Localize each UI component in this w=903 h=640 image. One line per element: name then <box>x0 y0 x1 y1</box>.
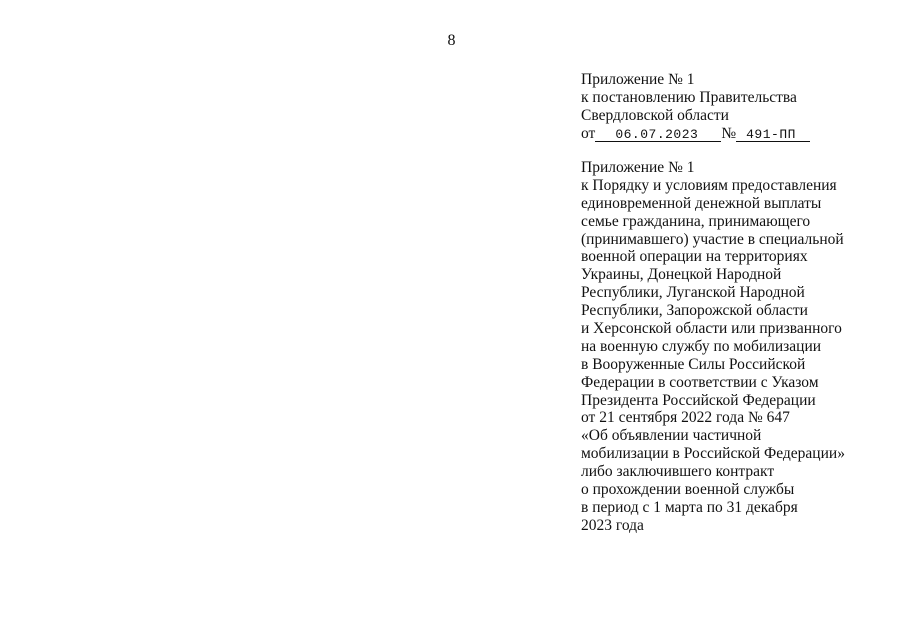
sub-line: мобилизации в Российской Федерации» <box>581 445 845 463</box>
date-field: 06.07.2023 <box>595 127 721 142</box>
sub-line: либо заключившего контракт <box>581 463 775 481</box>
sub-line: в период с 1 марта по 31 декабря <box>581 498 798 516</box>
sub-line: Федерации в соответствии с Указом <box>581 373 819 391</box>
sub-line: 2023 года <box>581 516 644 534</box>
sub-line: к Порядку и условиям предоставления <box>581 176 837 194</box>
sub-line: от 21 сентября 2022 года № 647 <box>581 409 790 427</box>
sub-line: семье гражданина, принимающего <box>581 212 811 230</box>
sub-line: в Вооруженные Силы Российской <box>581 355 806 373</box>
sub-line: Президента Российской Федерации <box>581 391 816 409</box>
appendix-reference-line: к постановлению Правительства <box>581 88 797 106</box>
sub-line: Украины, Донецкой Народной <box>581 266 782 284</box>
number-field: 491-ПП <box>736 127 810 142</box>
sub-line: (принимавшего) участие в специальной <box>581 230 844 248</box>
appendix-region-line: Свердловской области <box>581 106 729 124</box>
appendix-main-header <box>581 71 881 143</box>
page-number: 8 <box>447 32 456 49</box>
sub-line: Республики, Луганской Народной <box>581 284 805 302</box>
appendix-date-number-line <box>581 125 881 143</box>
sub-line: Республики, Запорожской области <box>581 302 808 320</box>
from-label: от <box>581 124 596 142</box>
sub-line: военной операции на территориях <box>581 248 808 266</box>
appendix-title: Приложение № 1 <box>581 71 695 88</box>
sub-line: о прохождении военной службы <box>581 481 795 499</box>
sub-line: Приложение № 1 <box>581 159 695 176</box>
sub-line: единовременной денежной выплаты <box>581 194 822 212</box>
number-label: № <box>721 124 737 142</box>
appendix-sub-header <box>581 159 881 535</box>
sub-line: на военную службу по мобилизации <box>581 337 822 355</box>
sub-line: «Об объявлении частичной <box>581 427 762 445</box>
sub-line: и Херсонской области или призванного <box>581 320 842 338</box>
